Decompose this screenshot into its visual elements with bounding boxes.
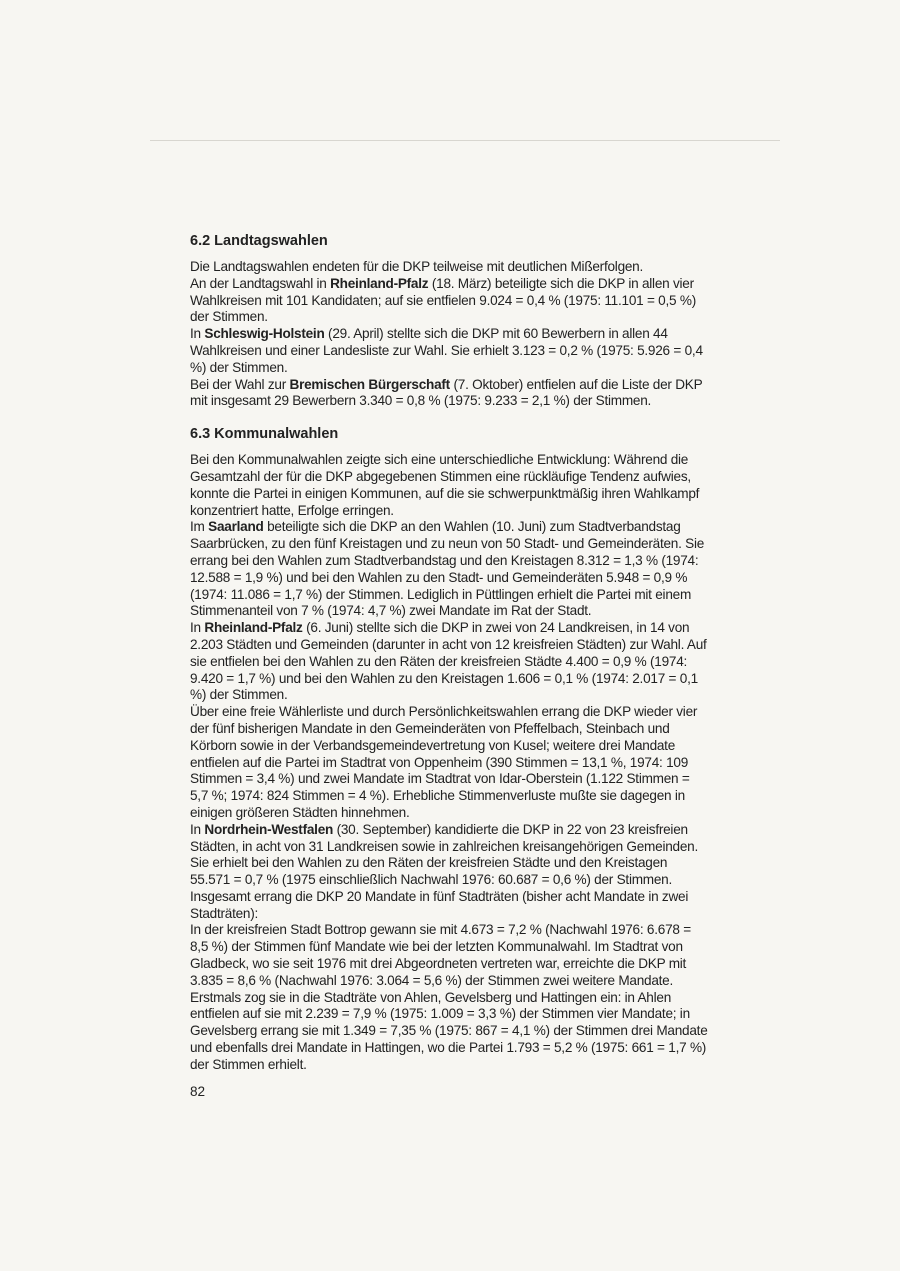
section-heading: 6.3 Kommunalwahlen (190, 426, 339, 443)
top-rule (150, 140, 780, 141)
bold-term: Saarland (208, 519, 264, 535)
paragraph: Im Saarland beteiligte sich die DKP an den Wahlen (10. Juni) zum Stadtverbandstag Saarbrücken, zu den fünf Kreistagen und zu neun von 50 Stadt- und Gemeinderäten. Sie errang bei den Wahlen zum Stadtverbandstag und den Kreistagen 8.312 = 1,3 % (1974: 12.588 = 1,9 %) und bei den Wahlen zu den Stadt- und Gemeinderäten 5.948 = 0,9 % (1974: 11.086 = 1,7 %) der Stimmen. Lediglich in Püttlingen erhielt die Partei mit einem Stimmenanteil von 7 % (1974: 4,7 %) zwei Mandate im Rat der Stadt. (190, 519, 705, 619)
bold-term: Nordrhein-Westfalen (204, 821, 334, 837)
paragraph: In Nordrhein-Westfalen (30. September) kandidierte die DKP in 22 von 23 kreisfreien Städten, in acht von 31 Landkreisen sowie in zahlreichen kreisangehörigen Gemeinden. Sie erhielt bei den Wahlen zu den Räten der kreisfreien Städte und den Kreistagen 55.571 = 0,7 % (1975 einschließlich Nachwahl 1976: 60.687 = 0,6 %) der Stimmen. Insgesamt errang die DKP 20 Mandate in fünf Stadträten (bisher acht Mandate in zwei Stadträten): (190, 821, 698, 921)
paragraph: In der kreisfreien Stadt Bottrop gewann sie mit 4.673 = 7,2 % (Nachwahl 1976: 6.678 = 8,5 %) der Stimmen fünf Mandate wie bei der letzten Kommunalwahl. Im Stadtrat von Gladbeck, wo sie seit 1976 mit drei Abgeordneten vertreten war, erreichte die DKP mit 3.835 = 8,6 % (Nachwahl 1976: 3.064 = 5,6 %) der Stimmen zwei weitere Mandate. Erstmals zog sie in die Stadträte von Ahlen, Gevelsberg und Hattingen ein: in Ahlen entfielen auf sie mit 2.239 = 7,9 % (1975: 1.009 = 3,3 %) der Stimmen vier Mandate; in Gevelsberg errang sie mit 1.349 = 7,35 % (1975: 867 = 4,1 %) der Stimmen drei Mandate und ebenfalls drei Mandate in Hattingen, wo die Partei 1.793 = 5,2 % (1975: 661 = 1,7 %) der Stimmen erhielt. (190, 922, 708, 1072)
page-number: 82 (190, 1084, 206, 1099)
section-landtagswahlen (190, 232, 710, 410)
paragraph: Über eine freie Wählerliste und durch Persönlichkeitswahlen errang die DKP wieder vier der fünf bisherigen Mandate in den Gemeinderäten von Pfeffelbach, Steinbach und Körborn sowie in der Verbandsgemeindevertretung von Kusel; weitere drei Mandate entfielen auf die Partei im Stadtrat von Oppenheim (390 Stimmen = 13,1 %, 1974: 109 Stimmen = 3,4 %) und zwei Mandate im Stadtrat von Idar-Oberstein (1.122 Stimmen = 5,7 %; 1974: 824 Stimmen = 4 %). Erhebliche Stimmenverluste mußte sie dagegen in einigen größeren Städten hinnehmen. (190, 704, 698, 820)
section-kommunalwahlen (190, 425, 710, 1073)
section-heading: 6.2 Landtagswahlen (190, 233, 328, 249)
bold-term: Bremischen Bürgerschaft (289, 376, 450, 392)
paragraph: Bei den Kommunalwahlen zeigte sich eine unterschiedliche Entwicklung: Während die Gesamtzahl der für die DKP abgegebenen Stimmen eine rückläufige Tendenz aufwies, konnte die Partei in einigen Kommunen, auf die sie schwerpunktmäßig ihren Wahlkampf konzentriert hatte, Erfolge erringen. (190, 452, 700, 518)
page-body (190, 232, 710, 1074)
paragraph: An der Landtagswahl in Rheinland-Pfalz (18. März) beteiligte sich die DKP in allen vier Wahlkreisen mit 101 Kandidaten; auf sie entfielen 9.024 = 0,4 % (1975: 11.101 = 0,5 %) der Stimmen. (190, 275, 696, 325)
bold-term: Rheinland-Pfalz (204, 620, 303, 636)
paragraph: In Schleswig-Holstein (29. April) stellte sich die DKP mit 60 Bewerbern in allen 44 Wahlkreisen und einer Landesliste zur Wahl. Sie erhielt 3.123 = 0,2 % (1975: 5.926 = 0,4 %) der Stimmen. (190, 326, 703, 375)
paragraph: Bei der Wahl zur Bremischen Bürgerschaft (7. Oktober) entfielen auf die Liste der DKP mit insgesamt 29 Bewerbern 3.340 = 0,8 % (1975: 9.233 = 2,1 %) der Stimmen. (190, 376, 703, 409)
bold-term: Schleswig-Holstein (204, 326, 325, 342)
bold-term: Rheinland-Pfalz (330, 275, 429, 291)
paragraph: In Rheinland-Pfalz (6. Juni) stellte sich die DKP in zwei von 24 Landkreisen, in 14 von 2.203 Städten und Gemeinden (darunter in acht von 12 kreisfreien Städten) zur Wahl. Auf sie entfielen bei den Wahlen zu den Räten der kreisfreien Städte 4.400 = 0,9 % (1974: 9.420 = 1,7 %) und bei den Wahlen zu den Kreistagen 1.606 = 0,1 % (1974: 2.017 = 0,1 %) der Stimmen. (190, 620, 707, 703)
paragraph: Die Landtagswahlen endeten für die DKP teilweise mit deutlichen Mißerfolgen. (190, 259, 644, 274)
